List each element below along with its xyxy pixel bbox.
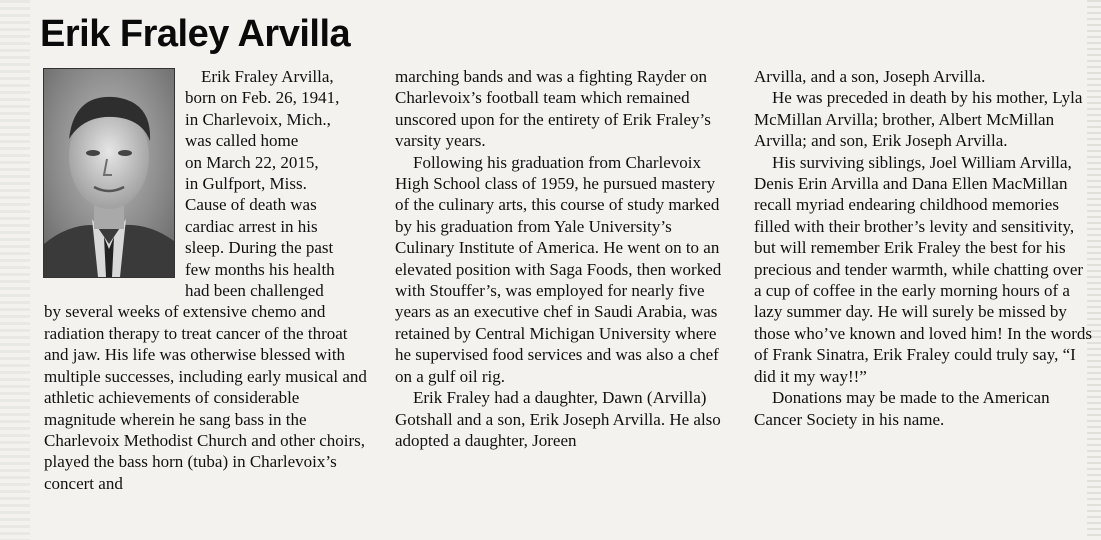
- text-line: in Gulfport, Miss.: [185, 174, 307, 194]
- text-line: was called home: [185, 131, 299, 151]
- text-line: on March 22, 2015,: [185, 152, 319, 172]
- paragraph: His surviving siblings, Joel William Arvilla, Denis Erin Arvilla and Dana Ellen MacMillan recall myriad endearing childhood memories filled with their brother’s levity and sensitivity, but will remember Erik Fraley the best for his precious and tender warmth, while chatting over a cup of coffee in the early morning hours of a lazy summer day. He will surely be missed by those who’ve known and loved him! In the words of Frank Sinatra, Erik Fraley could truly say, “I did it my way!!”: [754, 152, 1093, 386]
- text-line: born on Feb. 26, 1941,: [185, 88, 340, 108]
- text-line: few months his health: [185, 259, 335, 279]
- text-line: in Charlevoix, Mich.,: [185, 109, 331, 129]
- column-1: [44, 66, 370, 494]
- text-beside-photo: [185, 66, 370, 301]
- text-line: Cause of death was: [185, 195, 317, 215]
- text-line: cardiac arrest in his: [185, 216, 318, 236]
- paragraph: by several weeks of extensive chemo and radiation therapy to treat cancer of the throat and jaw. His life was otherwise blessed with multiple successes, including early musical and athletic achievements of considerable magnitude wherein he sang bass in the Charlevoix Methodist Church and other choirs, played the bass horn (tuba) in Charlevoix’s concert and: [44, 302, 367, 493]
- paragraph: He was preceded in death by his mother, Lyla McMillan Arvilla; brother, Albert McMillan Arvilla; and son, Erik Joseph Arvilla.: [754, 88, 1083, 151]
- column-2: [395, 66, 725, 451]
- paragraph: marching bands and was a fighting Rayder on Charlevoix’s football team which remained unscored upon for the entirety of Erik Fraley’s varsity years.: [395, 67, 711, 151]
- text-line: had been challenged: [185, 281, 324, 301]
- paragraph: Arvilla, and a son, Joseph Arvilla.: [754, 67, 986, 86]
- text-line: Erik Fraley Arvilla,: [201, 67, 334, 86]
- paragraph: Erik Fraley had a daughter, Dawn (Arvilla) Gotshall and a son, Erik Joseph Arvilla. He also adopted a daughter, Joreen: [395, 388, 721, 450]
- obituary-headline: Erik Fraley Arvilla: [40, 13, 351, 55]
- text-line: sleep. During the past: [185, 238, 334, 258]
- paragraph: Following his graduation from Charlevoix High School class of 1959, he pursued mastery of the culinary arts, this course of study marked by his graduation from Yale University’s Culinary Institute of America. He went on to an elevated position with Saga Foods, then worked with Stouffer’s, was employed for nearly five years as an executive chef in Saudi Arabia, was retained by Central Michigan University where he supervised food services and was also a chef on a gulf oil rig.: [395, 152, 722, 386]
- page-left-edge: [0, 0, 30, 540]
- column-3: [754, 66, 1094, 430]
- paragraph: Donations may be made to the American Cancer Society in his name.: [754, 388, 1050, 429]
